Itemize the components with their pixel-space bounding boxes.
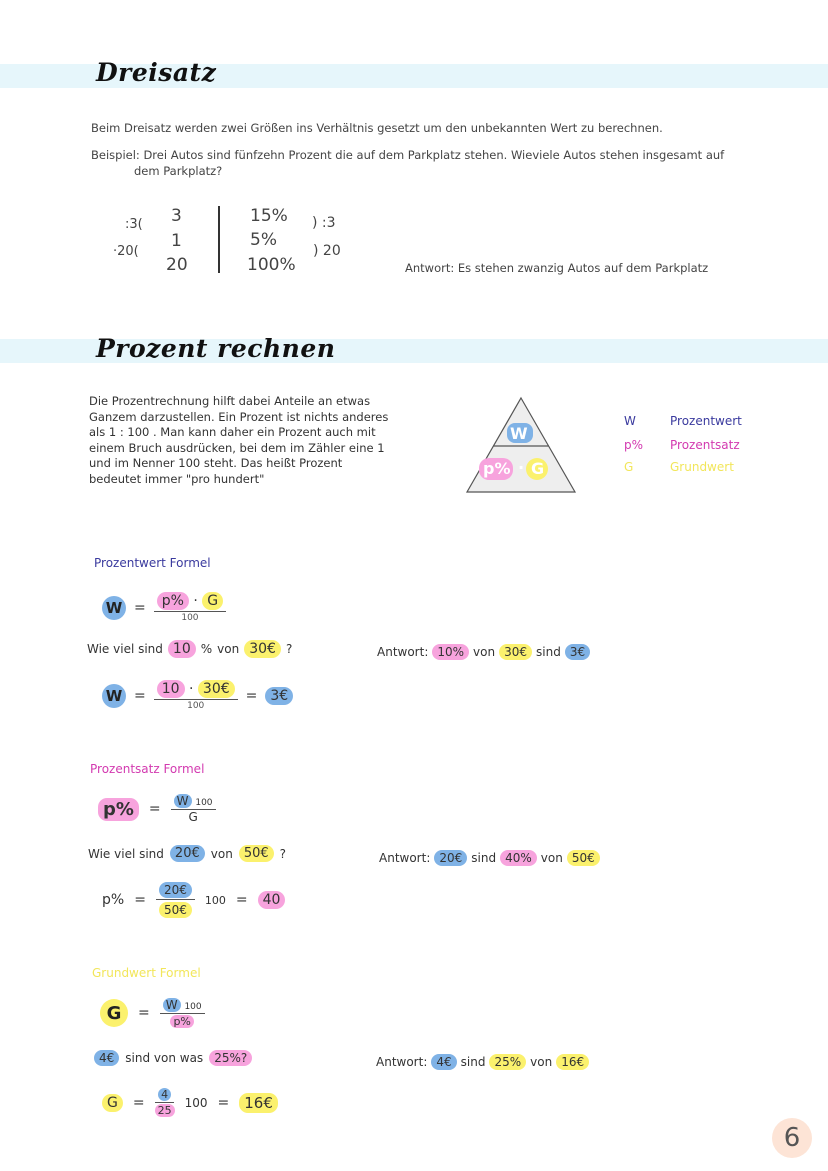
w-symbol: W xyxy=(102,596,126,620)
triangle-w: W xyxy=(510,424,528,443)
right-val: 5% xyxy=(250,230,277,250)
right-val: 100% xyxy=(247,255,296,275)
prozent-paragraph: Die Prozentrechnung hilft dabei Anteile an etwas Ganzem darzustellen. Ein Prozent ist nichts anderes als 1 : 100 . Man kann daher ein Prozent auch mit einem Bruch ausdrücken, bei dem im Zähler eine 1 und im Nenner 100 steht. Das heißt Prozent bedeutet immer "pro hundert" xyxy=(89,394,389,486)
legend-key-w: W xyxy=(624,414,636,428)
op-div3: :3( xyxy=(125,217,143,232)
legend-label-p: Prozentsatz xyxy=(670,438,740,452)
grundwert-label: Grundwert Formel xyxy=(92,966,201,980)
prozentwert-label: Prozentwert Formel xyxy=(94,556,211,570)
prozentsatz-answer: Antwort: 20€ sind 40% von 50€ xyxy=(379,850,600,866)
prozentsatz-calc: p% = $\frac{20€}{50€}$ 100 = 40 xyxy=(102,882,285,918)
divider-line xyxy=(218,206,220,273)
section-title-dreisatz: Dreisatz xyxy=(96,58,217,87)
grundwert-question: 4€ sind von was 25%? xyxy=(94,1050,252,1066)
page-number: 6 xyxy=(772,1118,812,1158)
prozentsatz-question: Wie viel sind 20€ von 50€ ? xyxy=(88,846,287,861)
prozentsatz-label: Prozentsatz Formel xyxy=(90,762,205,776)
grundwert-formula: G = $\frac{W 100}{p\%}$ xyxy=(100,998,205,1028)
triangle-p: p% xyxy=(483,459,511,478)
triangle-g: G xyxy=(531,459,545,478)
op-mul20: ·20( xyxy=(113,244,139,259)
dreisatz-antwort: Antwort: Es stehen zwanzig Autos auf dem Parkplatz xyxy=(405,261,709,275)
dreisatz-intro: Beim Dreisatz werden zwei Größen ins Verhältnis gesetzt um den unbekannten Wert zu berechnen. xyxy=(91,121,663,135)
p-symbol: p% xyxy=(98,798,139,821)
triangle-dot: · xyxy=(518,458,525,477)
left-val: 20 xyxy=(166,255,188,275)
dreisatz-beispiel-2: dem Parkplatz? xyxy=(134,164,223,178)
prozentwert-question: Wie viel sind 10 % von 30€ ? xyxy=(87,641,293,657)
dreisatz-beispiel: Beispiel: Drei Autos sind fünfzehn Prozent die auf dem Parkplatz stehen. Wieviele Autos stehen insgesamt auf xyxy=(91,148,725,162)
section-title-prozent: Prozent rechnen xyxy=(96,334,336,363)
left-val: 1 xyxy=(171,231,182,251)
legend-label-g: Grundwert xyxy=(670,460,734,474)
right-val: 15% xyxy=(250,206,288,226)
prozentwert-answer: Antwort: 10% von 30€ sind 3€ xyxy=(377,644,590,660)
left-val: 3 xyxy=(171,206,182,226)
percent-triangle xyxy=(465,396,577,496)
legend-key-g: G xyxy=(624,460,634,474)
prozentwert-formula: W = $\frac{p\% \cdot G}{100}$ xyxy=(102,592,226,623)
g-symbol: G xyxy=(100,999,128,1027)
op-right-div3: ) :3 xyxy=(312,215,336,231)
prozentwert-calc: W = $\frac{10 \cdot 30€}{100}$ = 3€ xyxy=(102,680,293,711)
grundwert-calc: G = $\frac{4}{25}$ 100 = 16€ xyxy=(102,1088,278,1117)
legend-key-p: p% xyxy=(624,438,644,452)
prozentsatz-formula: p% = $\frac{W 100}{G}$ xyxy=(98,794,216,824)
legend-label-w: Prozentwert xyxy=(670,414,742,428)
op-right-20: ) 20 xyxy=(313,243,341,259)
grundwert-answer: Antwort: 4€ sind 25% von 16€ xyxy=(376,1054,589,1070)
